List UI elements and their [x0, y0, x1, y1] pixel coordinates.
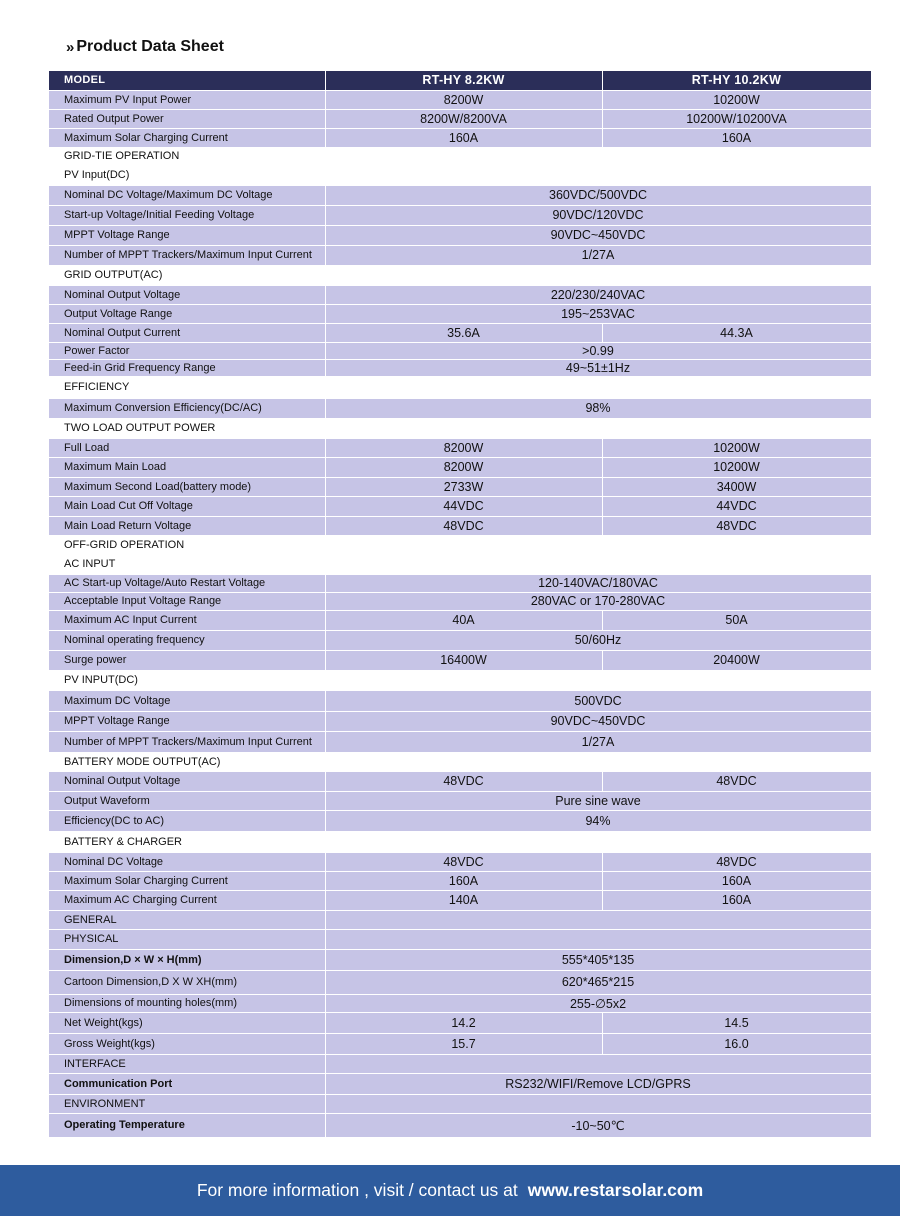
page-title-text: Product Data Sheet: [76, 38, 224, 55]
section-blank: [325, 1094, 871, 1113]
section-header-row: [49, 910, 871, 929]
spec-value-10-2kw: 160A: [602, 128, 871, 147]
spec-label: Communication Port: [49, 1073, 325, 1094]
table-row: [49, 205, 871, 225]
spec-value-10-2kw: 10200W: [602, 457, 871, 477]
spec-label: Power Factor: [49, 342, 325, 359]
spec-label: Maximum AC Charging Current: [49, 890, 325, 910]
section-title: PV Input(DC): [49, 165, 325, 185]
spec-value-8-2kw: 44VDC: [325, 496, 602, 516]
section-header-row: [49, 147, 871, 165]
section-header-row: [49, 165, 871, 185]
model-header: MODEL: [49, 71, 325, 90]
table-row: [49, 516, 871, 535]
spec-label: Operating Temperature: [49, 1113, 325, 1137]
model-b-header: RT-HY 10.2KW: [602, 71, 871, 90]
spec-value-8-2kw: 15.7: [325, 1033, 602, 1054]
section-blank: [325, 265, 871, 285]
spec-label: Dimension,D × W × H(mm): [49, 949, 325, 970]
spec-label: Maximum PV Input Power: [49, 90, 325, 109]
section-header-row: [49, 1054, 871, 1073]
spec-label: Maximum AC Input Current: [49, 610, 325, 630]
spec-label: Nominal Output Voltage: [49, 771, 325, 791]
section-blank: [325, 418, 871, 438]
section-blank: [325, 165, 871, 185]
spec-value-8-2kw: 8200W: [325, 438, 602, 457]
table-row: [49, 690, 871, 711]
table-row: [49, 650, 871, 670]
table-row: [49, 771, 871, 791]
section-header-row: [49, 670, 871, 690]
table-row: [49, 970, 871, 994]
spec-value-10-2kw: 50A: [602, 610, 871, 630]
section-title: EFFICIENCY: [49, 376, 325, 398]
spec-value-shared: 98%: [325, 398, 871, 418]
section-blank: [325, 147, 871, 165]
spec-value-shared: >0.99: [325, 342, 871, 359]
spec-value-8-2kw: 140A: [325, 890, 602, 910]
spec-label: Nominal Output Current: [49, 323, 325, 342]
table-row: [49, 457, 871, 477]
spec-value-shared: RS232/WIFI/Remove LCD/GPRS: [325, 1073, 871, 1094]
section-blank: [325, 376, 871, 398]
model-a-header: RT-HY 8.2KW: [325, 71, 602, 90]
table-row: [49, 711, 871, 731]
spec-value-8-2kw: 160A: [325, 871, 602, 890]
section-title: GRID OUTPUT(AC): [49, 265, 325, 285]
spec-label: Dimensions of mounting holes(mm): [49, 994, 325, 1012]
table-row: [49, 852, 871, 871]
spec-label: MPPT Voltage Range: [49, 225, 325, 245]
spec-value-shared: 90VDC~450VDC: [325, 225, 871, 245]
spec-label: Surge power: [49, 650, 325, 670]
table-row: [49, 1033, 871, 1054]
table-row: [49, 994, 871, 1012]
section-title: GRID-TIE OPERATION: [49, 147, 325, 165]
section-title: PV INPUT(DC): [49, 670, 325, 690]
spec-value-shared: 500VDC: [325, 690, 871, 711]
section-header-row: [49, 752, 871, 771]
spec-value-10-2kw: 160A: [602, 890, 871, 910]
spec-value-10-2kw: 3400W: [602, 477, 871, 496]
section-header-row: [49, 1094, 871, 1113]
spec-label: AC Start-up Voltage/Auto Restart Voltage: [49, 574, 325, 592]
spec-label: Cartoon Dimension,D X W XH(mm): [49, 970, 325, 994]
table-row: [49, 496, 871, 516]
spec-label: Maximum Solar Charging Current: [49, 128, 325, 147]
table-row: [49, 225, 871, 245]
table-row: [49, 359, 871, 376]
table-row: [49, 610, 871, 630]
spec-value-shared: 94%: [325, 810, 871, 831]
table-row: [49, 323, 871, 342]
spec-value-shared: 255-∅5x2: [325, 994, 871, 1012]
spec-label: Efficiency(DC to AC): [49, 810, 325, 831]
section-header-row: [49, 831, 871, 852]
spec-value-shared: 360VDC/500VDC: [325, 185, 871, 205]
section-header-row: [49, 418, 871, 438]
spec-value-10-2kw: 48VDC: [602, 516, 871, 535]
table-header-row: [49, 71, 871, 90]
section-blank: [325, 910, 871, 929]
section-blank: [325, 670, 871, 690]
section-header-row: [49, 535, 871, 554]
spec-value-8-2kw: 160A: [325, 128, 602, 147]
spec-value-10-2kw: 44.3A: [602, 323, 871, 342]
section-title: OFF-GRID OPERATION: [49, 535, 325, 554]
table-row: [49, 109, 871, 128]
spec-label: Main Load Return Voltage: [49, 516, 325, 535]
section-title: INTERFACE: [49, 1054, 325, 1073]
spec-value-shared: 49~51±1Hz: [325, 359, 871, 376]
spec-label: Nominal DC Voltage: [49, 852, 325, 871]
table-row: [49, 245, 871, 265]
table-row: [49, 791, 871, 810]
table-row: [49, 890, 871, 910]
spec-label: Feed-in Grid Frequency Range: [49, 359, 325, 376]
table-row: [49, 949, 871, 970]
spec-value-8-2kw: 48VDC: [325, 516, 602, 535]
spec-value-shared: 90VDC~450VDC: [325, 711, 871, 731]
section-title: ENVIRONMENT: [49, 1094, 325, 1113]
spec-label: Nominal Output Voltage: [49, 285, 325, 304]
spec-value-8-2kw: 2733W: [325, 477, 602, 496]
table-row: [49, 574, 871, 592]
spec-value-8-2kw: 16400W: [325, 650, 602, 670]
section-title: AC INPUT: [49, 554, 325, 574]
spec-value-10-2kw: 44VDC: [602, 496, 871, 516]
spec-label: Start-up Voltage/Initial Feeding Voltage: [49, 205, 325, 225]
spec-label: Net Weight(kgs): [49, 1012, 325, 1033]
spec-label: Nominal DC Voltage/Maximum DC Voltage: [49, 185, 325, 205]
table-row: [49, 1012, 871, 1033]
spec-label: Nominal operating frequency: [49, 630, 325, 650]
table-row: [49, 731, 871, 752]
spec-label: Maximum Conversion Efficiency(DC/AC): [49, 398, 325, 418]
table-row: [49, 90, 871, 109]
table-row: [49, 438, 871, 457]
spec-value-8-2kw: 48VDC: [325, 771, 602, 791]
spec-value-shared: 1/27A: [325, 245, 871, 265]
table-row: [49, 285, 871, 304]
section-header-row: [49, 554, 871, 574]
spec-value-8-2kw: 40A: [325, 610, 602, 630]
section-blank: [325, 831, 871, 852]
section-header-row: [49, 376, 871, 398]
spec-label: Maximum Main Load: [49, 457, 325, 477]
footer-link[interactable]: www.restarsolar.com: [527, 1180, 704, 1200]
spec-value-10-2kw: 16.0: [602, 1033, 871, 1054]
spec-value-shared: 120-140VAC/180VAC: [325, 574, 871, 592]
section-blank: [325, 752, 871, 771]
spec-value-8-2kw: 14.2: [325, 1012, 602, 1033]
table-row: [49, 1113, 871, 1137]
spec-value-8-2kw: 8200W: [325, 90, 602, 109]
table-row: [49, 1073, 871, 1094]
spec-value-shared: 1/27A: [325, 731, 871, 752]
spec-value-8-2kw: 48VDC: [325, 852, 602, 871]
table-row: [49, 185, 871, 205]
table-row: [49, 630, 871, 650]
spec-value-shared: 50/60Hz: [325, 630, 871, 650]
table-row: [49, 810, 871, 831]
spec-value-10-2kw: 48VDC: [602, 771, 871, 791]
spec-value-shared: 195~253VAC: [325, 304, 871, 323]
spec-value-10-2kw: 10200W/10200VA: [602, 109, 871, 128]
double-chevron-right-icon: »: [66, 38, 73, 56]
spec-label: Acceptable Input Voltage Range: [49, 592, 325, 610]
section-blank: [325, 535, 871, 554]
spec-label: Number of MPPT Trackers/Maximum Input Current: [49, 245, 325, 265]
section-header-row: [49, 929, 871, 949]
spec-label: Output Voltage Range: [49, 304, 325, 323]
section-blank: [325, 1054, 871, 1073]
spec-label: Gross Weight(kgs): [49, 1033, 325, 1054]
footer-text: For more information , visit / contact us at: [196, 1180, 518, 1200]
spec-value-shared: 555*405*135: [325, 949, 871, 970]
section-title: TWO LOAD OUTPUT POWER: [49, 418, 325, 438]
spec-table: [49, 71, 872, 1138]
spec-label: MPPT Voltage Range: [49, 711, 325, 731]
spec-value-10-2kw: 48VDC: [602, 852, 871, 871]
spec-value-shared: -10~50℃: [325, 1113, 871, 1137]
spec-value-10-2kw: 20400W: [602, 650, 871, 670]
section-header-row: [49, 265, 871, 285]
spec-value-10-2kw: 10200W: [602, 438, 871, 457]
spec-label: Maximum Second Load(battery mode): [49, 477, 325, 496]
section-blank: [325, 929, 871, 949]
spec-value-10-2kw: 160A: [602, 871, 871, 890]
spec-value-shared: Pure sine wave: [325, 791, 871, 810]
table-row: [49, 398, 871, 418]
section-title: BATTERY & CHARGER: [49, 831, 325, 852]
footer-banner: [0, 1165, 900, 1216]
section-blank: [325, 554, 871, 574]
spec-value-8-2kw: 8200W/8200VA: [325, 109, 602, 128]
section-title: GENERAL: [49, 910, 325, 929]
spec-label: Maximum DC Voltage: [49, 690, 325, 711]
spec-value-10-2kw: 10200W: [602, 90, 871, 109]
spec-value-shared: 620*465*215: [325, 970, 871, 994]
spec-value-10-2kw: 14.5: [602, 1012, 871, 1033]
spec-value-shared: 220/230/240VAC: [325, 285, 871, 304]
spec-label: Output Waveform: [49, 791, 325, 810]
spec-value-8-2kw: 35.6A: [325, 323, 602, 342]
spec-value-shared: 280VAC or 170-280VAC: [325, 592, 871, 610]
spec-label: Maximum Solar Charging Current: [49, 871, 325, 890]
spec-label: Number of MPPT Trackers/Maximum Input Current: [49, 731, 325, 752]
table-row: [49, 871, 871, 890]
table-row: [49, 304, 871, 323]
table-row: [49, 342, 871, 359]
spec-value-8-2kw: 8200W: [325, 457, 602, 477]
table-row: [49, 477, 871, 496]
page-title: [66, 36, 224, 58]
table-row: [49, 592, 871, 610]
section-title: PHYSICAL: [49, 929, 325, 949]
spec-label: Rated Output Power: [49, 109, 325, 128]
table-row: [49, 128, 871, 147]
spec-value-shared: 90VDC/120VDC: [325, 205, 871, 225]
section-title: BATTERY MODE OUTPUT(AC): [49, 752, 325, 771]
spec-label: Main Load Cut Off Voltage: [49, 496, 325, 516]
spec-label: Full Load: [49, 438, 325, 457]
